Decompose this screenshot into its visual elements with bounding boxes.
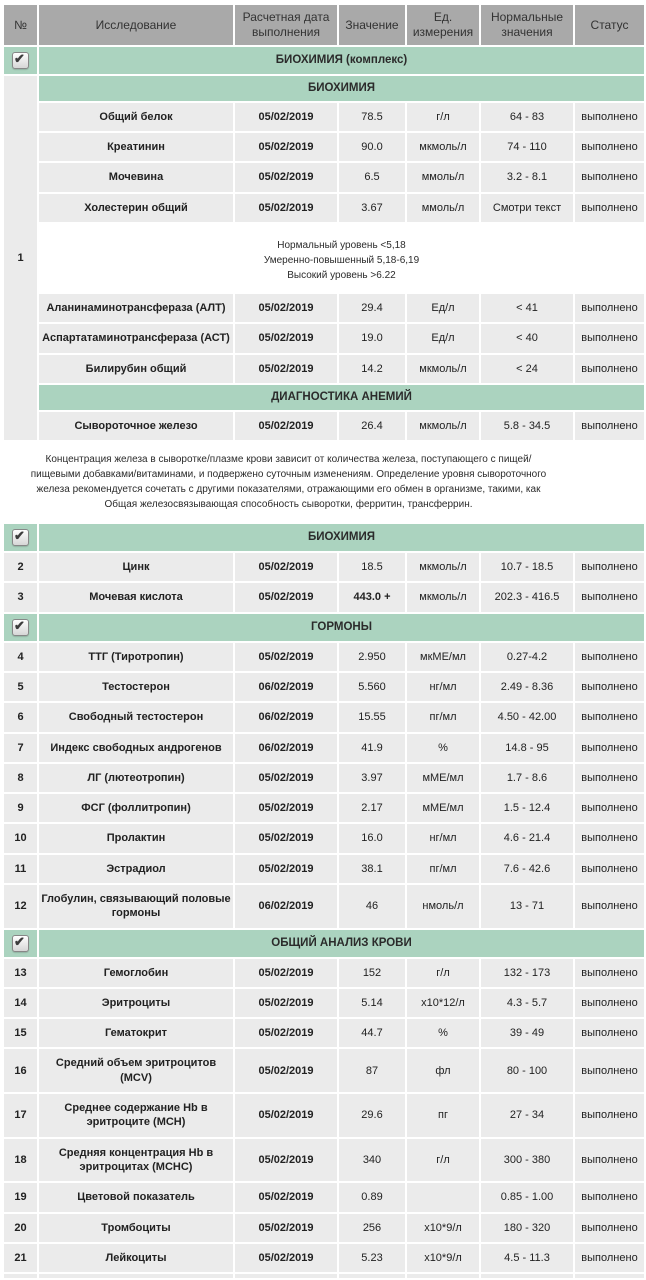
test-name: Мочевина (39, 163, 233, 191)
result-value: 41.9 (339, 734, 405, 762)
result-value: 18.5 (339, 553, 405, 581)
row-number: 18 (4, 1139, 37, 1182)
section-row (4, 524, 644, 551)
subsection-title: ДИАГНОСТИКА АНЕМИЙ (39, 385, 644, 410)
result-date: 05/02/2019 (235, 1139, 337, 1182)
cutoff-cell (481, 1274, 573, 1278)
subsection-row (4, 76, 644, 101)
unit: г/л (407, 103, 479, 131)
unit: мМЕ/мл (407, 794, 479, 822)
result-row (4, 1049, 644, 1092)
result-value: 29.4 (339, 294, 405, 322)
result-date: 06/02/2019 (235, 703, 337, 731)
row-number: 14 (4, 989, 37, 1017)
result-date: 05/02/2019 (235, 294, 337, 322)
result-date: 05/02/2019 (235, 103, 337, 131)
result-value: 46 (339, 885, 405, 928)
row-number: 10 (4, 824, 37, 852)
note-text: Концентрация железа в сыворотке/плазме крови зависит от количества железа, поступающего с пищей/пищевыми добавками/витаминами, и подвержено суточным изменениям. Определение уровня сывороточного железа рекомендуется сочетать с другими показателями, отражающими его обмен в организме, такими, как Общая железосвязывающая способность сыворотки, ферритин, трансферрин. (4, 442, 573, 522)
result-date: 05/02/2019 (235, 194, 337, 222)
unit: ммоль/л (407, 194, 479, 222)
header-row (4, 5, 644, 45)
normal-range: 0.85 - 1.00 (481, 1183, 573, 1211)
status: выполнено (575, 412, 644, 440)
result-row (4, 324, 644, 352)
status: выполнено (575, 553, 644, 581)
unit: мкмоль/л (407, 553, 479, 581)
section-row (4, 614, 644, 641)
normal-range: 13 - 71 (481, 885, 573, 928)
normal-range: 4.5 - 11.3 (481, 1244, 573, 1272)
row-number-group: 1 (4, 76, 37, 440)
status: выполнено (575, 959, 644, 987)
result-row (4, 673, 644, 701)
status: выполнено (575, 1183, 644, 1211)
note-text: Нормальный уровень <5,18 Умеренно-повышенный 5,18-6,19 Высокий уровень >6.22 (39, 224, 644, 292)
result-value: 16.0 (339, 824, 405, 852)
result-row (4, 553, 644, 581)
result-row (4, 1214, 644, 1242)
result-row (4, 703, 644, 731)
result-row (4, 294, 644, 322)
result-date: 05/02/2019 (235, 1244, 337, 1272)
result-value: 5.23 (339, 1244, 405, 1272)
test-name: Тромбоциты (39, 1214, 233, 1242)
status: выполнено (575, 324, 644, 352)
normal-range: 64 - 83 (481, 103, 573, 131)
result-value: 90.0 (339, 133, 405, 161)
result-value: 44.7 (339, 1019, 405, 1047)
normal-range: 80 - 100 (481, 1049, 573, 1092)
section-row (4, 930, 644, 957)
test-name: Пролактин (39, 824, 233, 852)
result-date: 05/02/2019 (235, 1019, 337, 1047)
unit: нг/мл (407, 824, 479, 852)
test-name: Цинк (39, 553, 233, 581)
status: выполнено (575, 703, 644, 731)
row-number: 12 (4, 885, 37, 928)
unit: х10*12/л (407, 989, 479, 1017)
section-checkbox[interactable] (12, 529, 29, 546)
unit: нг/мл (407, 673, 479, 701)
note-row (4, 224, 644, 292)
normal-range: 132 - 173 (481, 959, 573, 987)
status: выполнено (575, 103, 644, 131)
unit: х10*9/л (407, 1244, 479, 1272)
section-row (4, 47, 644, 74)
result-row (4, 1183, 644, 1211)
result-row (4, 1019, 644, 1047)
test-name: Средний объем эритроцитов (MCV) (39, 1049, 233, 1092)
result-date: 05/02/2019 (235, 1214, 337, 1242)
row-number: 16 (4, 1049, 37, 1092)
result-value: 14.2 (339, 355, 405, 383)
test-name: Сывороточное железо (39, 412, 233, 440)
normal-range: < 41 (481, 294, 573, 322)
result-value: 5.560 (339, 673, 405, 701)
result-row (4, 643, 644, 671)
status: выполнено (575, 734, 644, 762)
row-number: 11 (4, 855, 37, 883)
result-value: 26.4 (339, 412, 405, 440)
test-name: Индекс свободных андрогенов (39, 734, 233, 762)
unit: мкмоль/л (407, 355, 479, 383)
result-date: 05/02/2019 (235, 764, 337, 792)
unit: г/л (407, 959, 479, 987)
result-value: 3.97 (339, 764, 405, 792)
result-date: 05/02/2019 (235, 133, 337, 161)
result-row (4, 734, 644, 762)
test-name: ФСГ (фоллитропин) (39, 794, 233, 822)
normal-range: 3.2 - 8.1 (481, 163, 573, 191)
result-date: 05/02/2019 (235, 412, 337, 440)
result-date: 05/02/2019 (235, 824, 337, 852)
result-row (4, 133, 644, 161)
result-row (4, 103, 644, 131)
section-checkbox-cell (4, 614, 37, 641)
row-number: 5 (4, 673, 37, 701)
row-number: 4 (4, 643, 37, 671)
check-mark-icon: ✔ (14, 50, 25, 66)
status: выполнено (575, 294, 644, 322)
test-name: Аспартатаминотрансфераза (АСТ) (39, 324, 233, 352)
row-number: 9 (4, 794, 37, 822)
result-row (4, 412, 644, 440)
section-checkbox[interactable] (12, 52, 29, 69)
row-number: 19 (4, 1183, 37, 1211)
result-date: 05/02/2019 (235, 1049, 337, 1092)
result-date: 05/02/2019 (235, 959, 337, 987)
status: выполнено (575, 989, 644, 1017)
normal-range: < 40 (481, 324, 573, 352)
result-value: 3.67 (339, 194, 405, 222)
check-mark-icon: ✔ (14, 933, 25, 949)
unit: нмоль/л (407, 885, 479, 928)
row-number: 21 (4, 1244, 37, 1272)
status: выполнено (575, 643, 644, 671)
result-value: 87 (339, 1049, 405, 1092)
cutoff-cell (235, 1274, 337, 1278)
column-header-4: Ед. измерения (407, 5, 479, 45)
result-row (4, 163, 644, 191)
status: выполнено (575, 764, 644, 792)
result-value: 6.5 (339, 163, 405, 191)
column-header-1: Исследование (39, 5, 233, 45)
result-row (4, 885, 644, 928)
status: выполнено (575, 794, 644, 822)
result-value: 19.0 (339, 324, 405, 352)
unit: г/л (407, 1139, 479, 1182)
test-name: Холестерин общий (39, 194, 233, 222)
status: выполнено (575, 163, 644, 191)
row-number: 17 (4, 1094, 37, 1137)
normal-range: 1.7 - 8.6 (481, 764, 573, 792)
result-value: 29.6 (339, 1094, 405, 1137)
unit: мМЕ/мл (407, 764, 479, 792)
result-row (4, 1094, 644, 1137)
row-number: 20 (4, 1214, 37, 1242)
test-name: Аланинаминотрансфераза (АЛТ) (39, 294, 233, 322)
unit: Ед/л (407, 324, 479, 352)
test-name: Тестостерон (39, 673, 233, 701)
result-value: 256 (339, 1214, 405, 1242)
column-header-0: № (4, 5, 37, 45)
cutoff-cell (39, 1274, 233, 1278)
unit: мкмоль/л (407, 583, 479, 611)
result-value: 38.1 (339, 855, 405, 883)
status: выполнено (575, 855, 644, 883)
section-title: БИОХИМИЯ (комплекс) (39, 47, 644, 74)
result-value: 0.89 (339, 1183, 405, 1211)
normal-range: 1.5 - 12.4 (481, 794, 573, 822)
unit: пг/мл (407, 703, 479, 731)
test-name: Средняя концентрация Hb в эритроцитах (MCHC) (39, 1139, 233, 1182)
test-name: Лейкоциты (39, 1244, 233, 1272)
unit: пг (407, 1094, 479, 1137)
result-value: 5.14 (339, 989, 405, 1017)
unit: мкмоль/л (407, 412, 479, 440)
cutoff-cell (407, 1274, 479, 1278)
table-header (4, 5, 644, 45)
result-value: 152 (339, 959, 405, 987)
results-table (2, 3, 646, 1280)
result-row (4, 855, 644, 883)
test-name: Гематокрит (39, 1019, 233, 1047)
unit: % (407, 1019, 479, 1047)
note-row (4, 442, 644, 522)
status: выполнено (575, 1094, 644, 1137)
result-row (4, 824, 644, 852)
unit: мкМЕ/мл (407, 643, 479, 671)
normal-range: 74 - 110 (481, 133, 573, 161)
result-row (4, 1244, 644, 1272)
unit: пг/мл (407, 855, 479, 883)
result-row (4, 583, 644, 611)
test-name: Креатинин (39, 133, 233, 161)
section-title: БИОХИМИЯ (39, 524, 644, 551)
table-body (4, 47, 644, 1278)
row-number: 2 (4, 553, 37, 581)
result-row (4, 794, 644, 822)
unit: х10*9/л (407, 1214, 479, 1242)
status: выполнено (575, 1214, 644, 1242)
cutoff-cell (339, 1274, 405, 1278)
status: выполнено (575, 133, 644, 161)
row-number: 3 (4, 583, 37, 611)
result-row (4, 355, 644, 383)
test-name: Эстрадиол (39, 855, 233, 883)
normal-range: 27 - 34 (481, 1094, 573, 1137)
section-checkbox-cell (4, 524, 37, 551)
result-value: 78.5 (339, 103, 405, 131)
normal-range: 180 - 320 (481, 1214, 573, 1242)
result-value: 2.950 (339, 643, 405, 671)
result-date: 05/02/2019 (235, 855, 337, 883)
result-date: 05/02/2019 (235, 989, 337, 1017)
subsection-title: БИОХИМИЯ (39, 76, 644, 101)
section-checkbox[interactable] (12, 619, 29, 636)
column-header-3: Значение (339, 5, 405, 45)
result-value: 443.0 + (339, 583, 405, 611)
result-date: 06/02/2019 (235, 673, 337, 701)
status: выполнено (575, 583, 644, 611)
row-number: 6 (4, 703, 37, 731)
status: выполнено (575, 194, 644, 222)
status: выполнено (575, 673, 644, 701)
result-row (4, 989, 644, 1017)
normal-range: 202.3 - 416.5 (481, 583, 573, 611)
normal-range: 4.50 - 42.00 (481, 703, 573, 731)
result-date: 06/02/2019 (235, 734, 337, 762)
status: выполнено (575, 1049, 644, 1092)
row-number: 8 (4, 764, 37, 792)
normal-range: 5.8 - 34.5 (481, 412, 573, 440)
column-header-2: Расчетная дата выполнения (235, 5, 337, 45)
test-name: Глобулин, связывающий половые гормоны (39, 885, 233, 928)
result-row (4, 1139, 644, 1182)
result-date: 05/02/2019 (235, 163, 337, 191)
result-value: 340 (339, 1139, 405, 1182)
cutoff-cell (575, 1274, 644, 1278)
status: выполнено (575, 1019, 644, 1047)
column-header-5: Нормальные значения (481, 5, 573, 45)
test-name: Эритроциты (39, 989, 233, 1017)
result-date: 05/02/2019 (235, 794, 337, 822)
test-name: Среднее содержание Hb в эритроците (MCH) (39, 1094, 233, 1137)
status: выполнено (575, 1244, 644, 1272)
check-mark-icon: ✔ (14, 617, 25, 633)
column-header-6: Статус (575, 5, 644, 45)
test-name: Цветовой показатель (39, 1183, 233, 1211)
result-date: 05/02/2019 (235, 1094, 337, 1137)
row-number: 13 (4, 959, 37, 987)
test-name: Общий белок (39, 103, 233, 131)
row-number: 15 (4, 1019, 37, 1047)
result-date: 05/02/2019 (235, 553, 337, 581)
normal-range: 2.49 - 8.36 (481, 673, 573, 701)
result-row (4, 764, 644, 792)
test-name: ЛГ (лютеотропин) (39, 764, 233, 792)
section-title: ОБЩИЙ АНАЛИЗ КРОВИ (39, 930, 644, 957)
section-checkbox-cell (4, 47, 37, 74)
normal-range: 10.7 - 18.5 (481, 553, 573, 581)
status: выполнено (575, 1139, 644, 1182)
result-date: 05/02/2019 (235, 583, 337, 611)
subsection-row (4, 385, 644, 410)
result-row (4, 959, 644, 987)
result-date: 05/02/2019 (235, 1183, 337, 1211)
unit: фл (407, 1049, 479, 1092)
result-date: 05/02/2019 (235, 355, 337, 383)
result-value: 15.55 (339, 703, 405, 731)
result-date: 05/02/2019 (235, 643, 337, 671)
normal-range: 14.8 - 95 (481, 734, 573, 762)
status: выполнено (575, 355, 644, 383)
cutoff-row (4, 1274, 644, 1278)
unit: ммоль/л (407, 163, 479, 191)
result-value: 2.17 (339, 794, 405, 822)
test-name: ТТГ (Тиротропин) (39, 643, 233, 671)
result-row (4, 194, 644, 222)
test-name: Мочевая кислота (39, 583, 233, 611)
cutoff-cell (4, 1274, 37, 1278)
normal-range: 39 - 49 (481, 1019, 573, 1047)
result-date: 05/02/2019 (235, 324, 337, 352)
unit: % (407, 734, 479, 762)
status: выполнено (575, 824, 644, 852)
test-name: Билирубин общий (39, 355, 233, 383)
status: выполнено (575, 885, 644, 928)
normal-range: 4.3 - 5.7 (481, 989, 573, 1017)
normal-range: 300 - 380 (481, 1139, 573, 1182)
normal-range: 7.6 - 42.6 (481, 855, 573, 883)
normal-range: 4.6 - 21.4 (481, 824, 573, 852)
section-checkbox-cell (4, 930, 37, 957)
unit: Ед/л (407, 294, 479, 322)
unit: мкмоль/л (407, 133, 479, 161)
section-checkbox[interactable] (12, 935, 29, 952)
normal-range: 0.27-4.2 (481, 643, 573, 671)
normal-range: < 24 (481, 355, 573, 383)
test-name: Гемоглобин (39, 959, 233, 987)
row-number: 7 (4, 734, 37, 762)
normal-range: Смотри текст (481, 194, 573, 222)
section-title: ГОРМОНЫ (39, 614, 644, 641)
test-name: Свободный тестостерон (39, 703, 233, 731)
check-mark-icon: ✔ (14, 528, 25, 544)
unit (407, 1183, 479, 1211)
result-date: 06/02/2019 (235, 885, 337, 928)
